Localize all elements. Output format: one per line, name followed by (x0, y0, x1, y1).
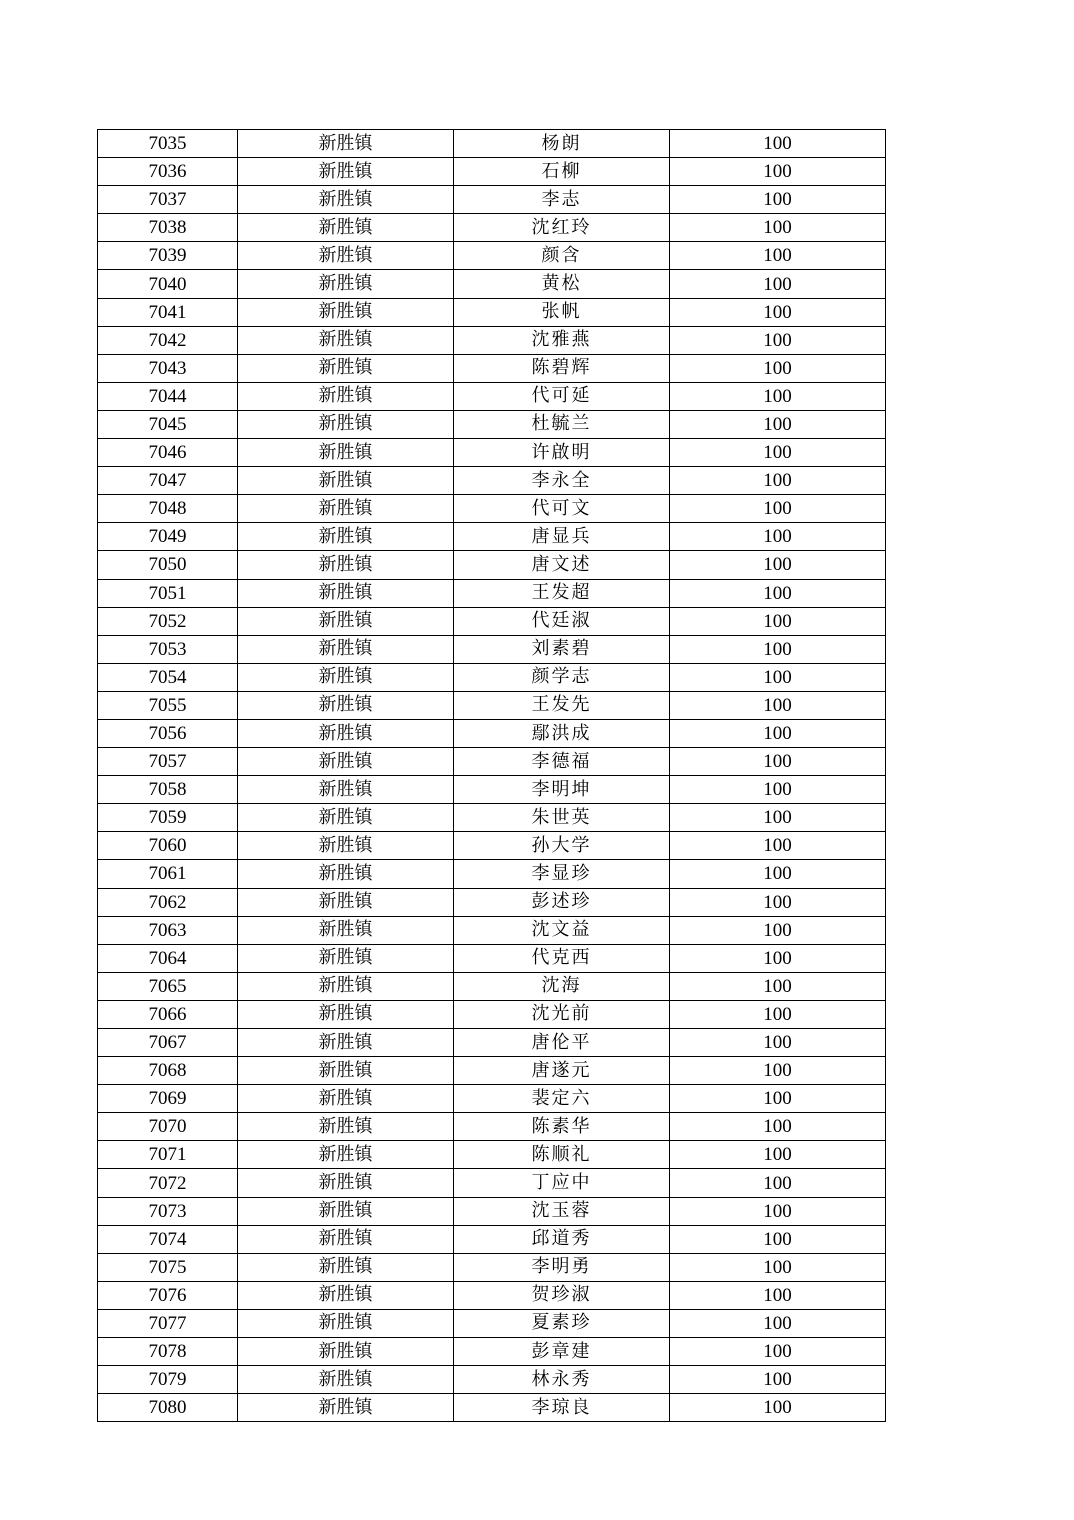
amount-cell: 100 (670, 579, 886, 607)
person-name-cell: 鄢洪成 (454, 719, 670, 747)
amount-cell: 100 (670, 523, 886, 551)
row-number-cell: 7048 (98, 495, 238, 523)
row-number-cell: 7055 (98, 691, 238, 719)
row-number-cell: 7041 (98, 298, 238, 326)
row-number-cell: 7052 (98, 607, 238, 635)
amount-cell: 100 (670, 186, 886, 214)
row-number-cell: 7067 (98, 1029, 238, 1057)
table-row (98, 354, 886, 382)
person-name-cell: 裴定六 (454, 1085, 670, 1113)
person-name-cell: 唐遂元 (454, 1057, 670, 1085)
row-number-cell: 7074 (98, 1225, 238, 1253)
person-name-cell: 邱道秀 (454, 1225, 670, 1253)
row-number-cell: 7060 (98, 832, 238, 860)
table-row (98, 214, 886, 242)
amount-cell: 100 (670, 242, 886, 270)
table-row (98, 579, 886, 607)
person-name-cell: 朱世英 (454, 804, 670, 832)
table-row (98, 635, 886, 663)
town-cell: 新胜镇 (238, 888, 454, 916)
table-row (98, 1225, 886, 1253)
amount-cell: 100 (670, 1085, 886, 1113)
town-cell: 新胜镇 (238, 158, 454, 186)
town-cell: 新胜镇 (238, 972, 454, 1000)
town-cell: 新胜镇 (238, 130, 454, 158)
row-number-cell: 7071 (98, 1141, 238, 1169)
town-cell: 新胜镇 (238, 1029, 454, 1057)
amount-cell: 100 (670, 776, 886, 804)
amount-cell: 100 (670, 804, 886, 832)
row-number-cell: 7070 (98, 1113, 238, 1141)
row-number-cell: 7039 (98, 242, 238, 270)
town-cell: 新胜镇 (238, 1141, 454, 1169)
row-number-cell: 7035 (98, 130, 238, 158)
row-number-cell: 7047 (98, 467, 238, 495)
row-number-cell: 7078 (98, 1338, 238, 1366)
amount-cell: 100 (670, 1113, 886, 1141)
row-number-cell: 7062 (98, 888, 238, 916)
table-row (98, 1057, 886, 1085)
person-name-cell: 夏素珍 (454, 1309, 670, 1337)
person-name-cell: 代克西 (454, 944, 670, 972)
row-number-cell: 7066 (98, 1000, 238, 1028)
person-name-cell: 黄松 (454, 270, 670, 298)
amount-cell: 100 (670, 1338, 886, 1366)
person-name-cell: 贺珍淑 (454, 1281, 670, 1309)
table-row (98, 1113, 886, 1141)
table-row (98, 382, 886, 410)
person-name-cell: 陈素华 (454, 1113, 670, 1141)
person-name-cell: 唐文述 (454, 551, 670, 579)
person-name-cell: 李明坤 (454, 776, 670, 804)
person-name-cell: 李德福 (454, 748, 670, 776)
table-row (98, 439, 886, 467)
row-number-cell: 7046 (98, 439, 238, 467)
row-number-cell: 7073 (98, 1197, 238, 1225)
person-name-cell: 沈雅燕 (454, 326, 670, 354)
person-name-cell: 代可延 (454, 382, 670, 410)
town-cell: 新胜镇 (238, 579, 454, 607)
amount-cell: 100 (670, 832, 886, 860)
table-row (98, 523, 886, 551)
person-name-cell: 李明勇 (454, 1253, 670, 1281)
table-row (98, 1029, 886, 1057)
row-number-cell: 7057 (98, 748, 238, 776)
town-cell: 新胜镇 (238, 1225, 454, 1253)
amount-cell: 100 (670, 1394, 886, 1422)
table-row (98, 804, 886, 832)
row-number-cell: 7058 (98, 776, 238, 804)
table-row (98, 326, 886, 354)
row-number-cell: 7042 (98, 326, 238, 354)
person-name-cell: 唐伦平 (454, 1029, 670, 1057)
table-row (98, 1169, 886, 1197)
amount-cell: 100 (670, 1169, 886, 1197)
row-number-cell: 7063 (98, 916, 238, 944)
person-name-cell: 沈文益 (454, 916, 670, 944)
row-number-cell: 7051 (98, 579, 238, 607)
amount-cell: 100 (670, 916, 886, 944)
town-cell: 新胜镇 (238, 663, 454, 691)
town-cell: 新胜镇 (238, 860, 454, 888)
person-name-cell: 沈光前 (454, 1000, 670, 1028)
town-cell: 新胜镇 (238, 326, 454, 354)
person-name-cell: 丁应中 (454, 1169, 670, 1197)
amount-cell: 100 (670, 354, 886, 382)
town-cell: 新胜镇 (238, 298, 454, 326)
table-row (98, 410, 886, 438)
table-row (98, 186, 886, 214)
amount-cell: 100 (670, 1225, 886, 1253)
amount-cell: 100 (670, 691, 886, 719)
row-number-cell: 7079 (98, 1366, 238, 1394)
town-cell: 新胜镇 (238, 748, 454, 776)
table-row (98, 242, 886, 270)
person-name-cell: 代廷淑 (454, 607, 670, 635)
table-row (98, 888, 886, 916)
roster-table (97, 129, 886, 1422)
table-row (98, 1141, 886, 1169)
person-name-cell: 代可文 (454, 495, 670, 523)
town-cell: 新胜镇 (238, 186, 454, 214)
row-number-cell: 7059 (98, 804, 238, 832)
amount-cell: 100 (670, 860, 886, 888)
town-cell: 新胜镇 (238, 410, 454, 438)
person-name-cell: 王发超 (454, 579, 670, 607)
amount-cell: 100 (670, 663, 886, 691)
row-number-cell: 7065 (98, 972, 238, 1000)
person-name-cell: 李永全 (454, 467, 670, 495)
table-row (98, 495, 886, 523)
table-row (98, 860, 886, 888)
table-row (98, 916, 886, 944)
table-row (98, 551, 886, 579)
person-name-cell: 许啟明 (454, 439, 670, 467)
table-row (98, 1085, 886, 1113)
amount-cell: 100 (670, 1197, 886, 1225)
row-number-cell: 7064 (98, 944, 238, 972)
town-cell: 新胜镇 (238, 270, 454, 298)
town-cell: 新胜镇 (238, 382, 454, 410)
row-number-cell: 7054 (98, 663, 238, 691)
table-row (98, 691, 886, 719)
person-name-cell: 王发先 (454, 691, 670, 719)
town-cell: 新胜镇 (238, 551, 454, 579)
table-row (98, 1281, 886, 1309)
town-cell: 新胜镇 (238, 1394, 454, 1422)
person-name-cell: 沈海 (454, 972, 670, 1000)
person-name-cell: 彭述珍 (454, 888, 670, 916)
amount-cell: 100 (670, 1057, 886, 1085)
table-row (98, 467, 886, 495)
table-row (98, 944, 886, 972)
town-cell: 新胜镇 (238, 1113, 454, 1141)
table-row (98, 298, 886, 326)
row-number-cell: 7072 (98, 1169, 238, 1197)
person-name-cell: 沈红玲 (454, 214, 670, 242)
person-name-cell: 颜学志 (454, 663, 670, 691)
table-row (98, 719, 886, 747)
person-name-cell: 李显珍 (454, 860, 670, 888)
row-number-cell: 7056 (98, 719, 238, 747)
town-cell: 新胜镇 (238, 832, 454, 860)
amount-cell: 100 (670, 944, 886, 972)
person-name-cell: 杨朗 (454, 130, 670, 158)
roster-table-body (98, 130, 886, 1422)
amount-cell: 100 (670, 1281, 886, 1309)
table-row (98, 1366, 886, 1394)
amount-cell: 100 (670, 748, 886, 776)
person-name-cell: 唐显兵 (454, 523, 670, 551)
amount-cell: 100 (670, 214, 886, 242)
town-cell: 新胜镇 (238, 1197, 454, 1225)
amount-cell: 100 (670, 410, 886, 438)
amount-cell: 100 (670, 635, 886, 663)
town-cell: 新胜镇 (238, 607, 454, 635)
row-number-cell: 7068 (98, 1057, 238, 1085)
row-number-cell: 7077 (98, 1309, 238, 1337)
table-row (98, 1000, 886, 1028)
table-row (98, 158, 886, 186)
town-cell: 新胜镇 (238, 635, 454, 663)
table-row (98, 130, 886, 158)
amount-cell: 100 (670, 495, 886, 523)
row-number-cell: 7037 (98, 186, 238, 214)
amount-cell: 100 (670, 158, 886, 186)
amount-cell: 100 (670, 270, 886, 298)
row-number-cell: 7053 (98, 635, 238, 663)
person-name-cell: 林永秀 (454, 1366, 670, 1394)
town-cell: 新胜镇 (238, 495, 454, 523)
table-row (98, 270, 886, 298)
row-number-cell: 7080 (98, 1394, 238, 1422)
person-name-cell: 杜毓兰 (454, 410, 670, 438)
town-cell: 新胜镇 (238, 719, 454, 747)
amount-cell: 100 (670, 1366, 886, 1394)
table-row (98, 1338, 886, 1366)
table-row (98, 1309, 886, 1337)
table-row (98, 776, 886, 804)
town-cell: 新胜镇 (238, 776, 454, 804)
town-cell: 新胜镇 (238, 1366, 454, 1394)
row-number-cell: 7076 (98, 1281, 238, 1309)
amount-cell: 100 (670, 1309, 886, 1337)
town-cell: 新胜镇 (238, 1338, 454, 1366)
table-row (98, 748, 886, 776)
person-name-cell: 沈玉蓉 (454, 1197, 670, 1225)
amount-cell: 100 (670, 888, 886, 916)
row-number-cell: 7061 (98, 860, 238, 888)
table-row (98, 1253, 886, 1281)
table-row (98, 1197, 886, 1225)
row-number-cell: 7049 (98, 523, 238, 551)
town-cell: 新胜镇 (238, 354, 454, 382)
table-row (98, 972, 886, 1000)
person-name-cell: 石柳 (454, 158, 670, 186)
person-name-cell: 陈碧辉 (454, 354, 670, 382)
person-name-cell: 张帆 (454, 298, 670, 326)
town-cell: 新胜镇 (238, 804, 454, 832)
town-cell: 新胜镇 (238, 523, 454, 551)
amount-cell: 100 (670, 1029, 886, 1057)
amount-cell: 100 (670, 1141, 886, 1169)
amount-cell: 100 (670, 607, 886, 635)
table-row (98, 663, 886, 691)
amount-cell: 100 (670, 719, 886, 747)
town-cell: 新胜镇 (238, 467, 454, 495)
row-number-cell: 7050 (98, 551, 238, 579)
amount-cell: 100 (670, 1000, 886, 1028)
person-name-cell: 刘素碧 (454, 635, 670, 663)
town-cell: 新胜镇 (238, 242, 454, 270)
person-name-cell: 彭章建 (454, 1338, 670, 1366)
town-cell: 新胜镇 (238, 1000, 454, 1028)
town-cell: 新胜镇 (238, 1309, 454, 1337)
amount-cell: 100 (670, 551, 886, 579)
town-cell: 新胜镇 (238, 1281, 454, 1309)
table-row (98, 1394, 886, 1422)
amount-cell: 100 (670, 467, 886, 495)
row-number-cell: 7045 (98, 410, 238, 438)
town-cell: 新胜镇 (238, 439, 454, 467)
person-name-cell: 孙大学 (454, 832, 670, 860)
town-cell: 新胜镇 (238, 214, 454, 242)
row-number-cell: 7038 (98, 214, 238, 242)
row-number-cell: 7069 (98, 1085, 238, 1113)
row-number-cell: 7044 (98, 382, 238, 410)
town-cell: 新胜镇 (238, 691, 454, 719)
amount-cell: 100 (670, 972, 886, 1000)
amount-cell: 100 (670, 130, 886, 158)
amount-cell: 100 (670, 439, 886, 467)
person-name-cell: 陈顺礼 (454, 1141, 670, 1169)
amount-cell: 100 (670, 298, 886, 326)
row-number-cell: 7040 (98, 270, 238, 298)
town-cell: 新胜镇 (238, 1169, 454, 1197)
town-cell: 新胜镇 (238, 944, 454, 972)
row-number-cell: 7075 (98, 1253, 238, 1281)
table-row (98, 607, 886, 635)
row-number-cell: 7036 (98, 158, 238, 186)
amount-cell: 100 (670, 326, 886, 354)
person-name-cell: 颜含 (454, 242, 670, 270)
town-cell: 新胜镇 (238, 916, 454, 944)
row-number-cell: 7043 (98, 354, 238, 382)
town-cell: 新胜镇 (238, 1085, 454, 1113)
person-name-cell: 李志 (454, 186, 670, 214)
table-row (98, 832, 886, 860)
town-cell: 新胜镇 (238, 1057, 454, 1085)
person-name-cell: 李琼良 (454, 1394, 670, 1422)
town-cell: 新胜镇 (238, 1253, 454, 1281)
amount-cell: 100 (670, 382, 886, 410)
amount-cell: 100 (670, 1253, 886, 1281)
